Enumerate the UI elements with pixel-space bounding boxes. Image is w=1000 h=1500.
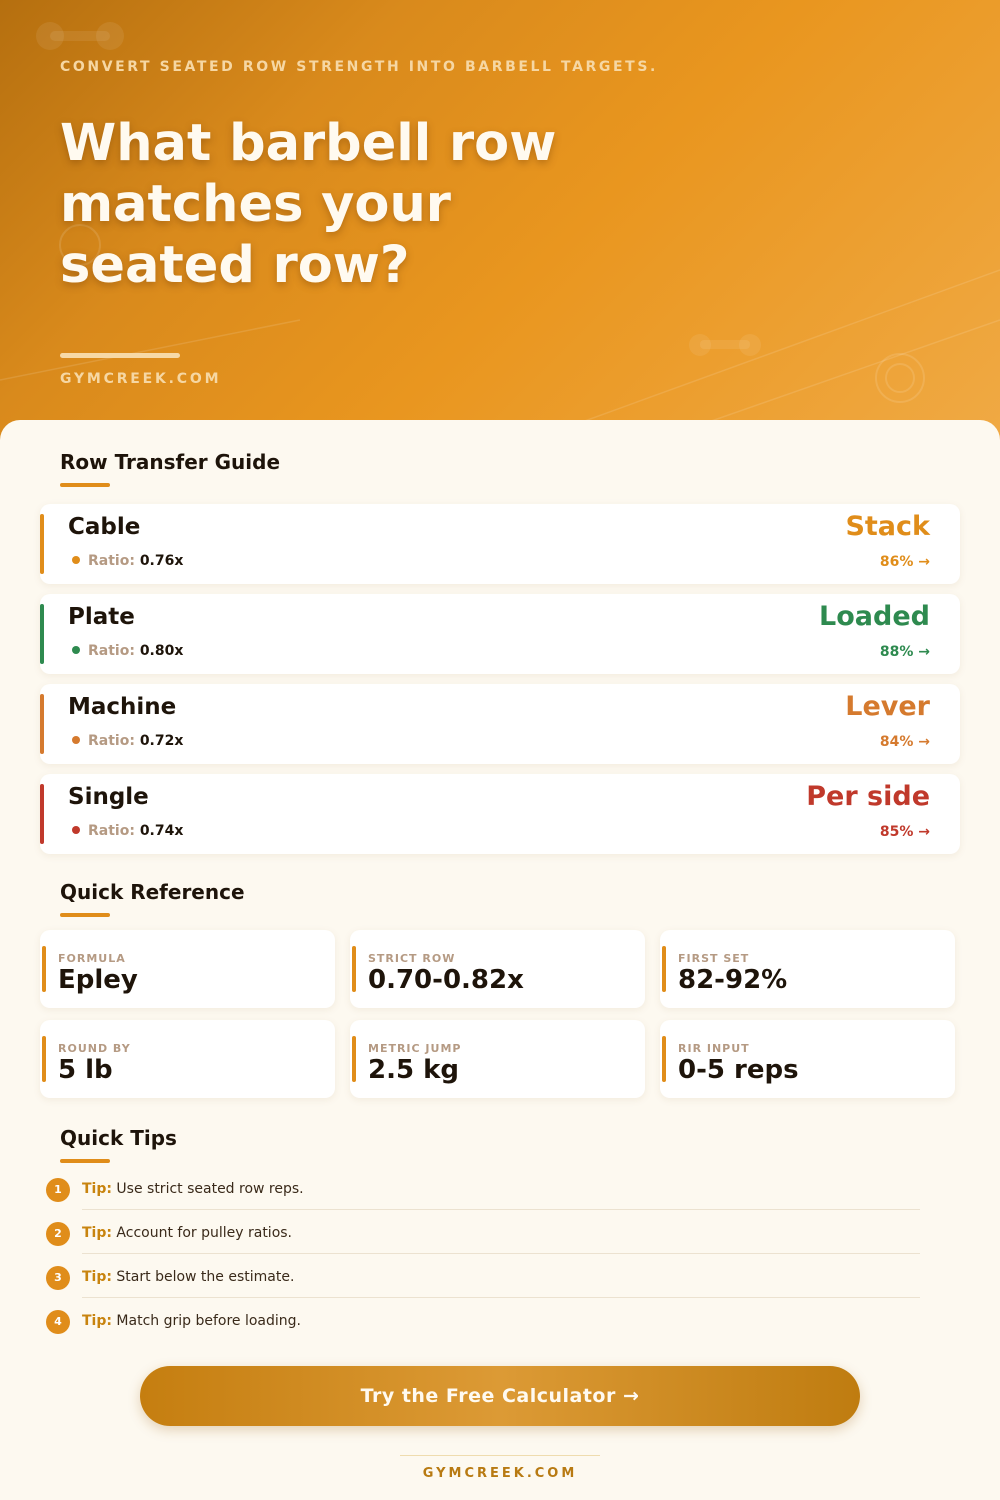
tip-divider	[82, 1297, 920, 1298]
reference-card-metric-jump	[350, 1020, 645, 1098]
card-accent-bar	[40, 694, 44, 754]
reference-label: FIRST SET	[678, 952, 750, 965]
tip-prefix: Tip:	[82, 1225, 112, 1241]
tip-body: Start below the estimate.	[116, 1269, 295, 1285]
row-type-name: Single	[68, 784, 149, 810]
tip-prefix: Tip:	[82, 1181, 112, 1197]
hero-banner	[0, 0, 1000, 460]
tip-prefix: Tip:	[82, 1269, 112, 1285]
reference-value: Epley	[58, 965, 138, 995]
section-underline	[60, 483, 110, 487]
tip-item	[46, 1178, 920, 1222]
tip-text	[82, 1181, 304, 1197]
reference-card-rir-input	[660, 1020, 955, 1098]
tips-section-title	[60, 1126, 177, 1150]
ratio-info	[72, 733, 183, 749]
tip-item	[46, 1222, 920, 1266]
tip-number-badge: 4	[46, 1310, 70, 1334]
reference-value: 0.70-0.82x	[368, 965, 524, 995]
guide-card-single	[40, 774, 960, 854]
row-category: Lever	[845, 691, 930, 722]
reference-card-formula	[40, 930, 335, 1008]
try-calculator-button[interactable]: Try the Free Calculator →	[140, 1366, 860, 1426]
row-category: Stack	[845, 511, 930, 542]
card-accent-bar	[352, 1036, 356, 1082]
ratio-label: Ratio:	[88, 823, 135, 839]
card-accent-bar	[40, 604, 44, 664]
tip-body: Use strict seated row reps.	[116, 1181, 304, 1197]
ratio-info	[72, 643, 183, 659]
tip-prefix: Tip:	[82, 1313, 112, 1329]
dot-icon	[72, 556, 80, 564]
ratio-label: Ratio:	[88, 553, 135, 569]
transfer-percent: 88% →	[879, 644, 930, 660]
row-type-name: Machine	[68, 694, 177, 720]
reference-label: METRIC JUMP	[368, 1042, 462, 1055]
tagline: CONVERT SEATED ROW STRENGTH INTO BARBELL TARGETS.	[60, 59, 658, 75]
guide-section-title	[60, 450, 280, 474]
dot-icon	[72, 646, 80, 654]
reference-label: ROUND BY	[58, 1042, 131, 1055]
ratio-label: Ratio:	[88, 733, 135, 749]
tip-number-badge: 1	[46, 1178, 70, 1202]
reference-value: 82-92%	[678, 965, 788, 995]
guide-card-machine	[40, 684, 960, 764]
tip-body: Match grip before loading.	[116, 1313, 301, 1329]
reference-label: RIR INPUT	[678, 1042, 750, 1055]
card-accent-bar	[662, 946, 666, 992]
tip-text	[82, 1269, 294, 1285]
section-underline	[60, 913, 110, 917]
row-type-name: Cable	[68, 514, 141, 540]
title-line-3: seated row?	[60, 236, 410, 295]
guide-section-title-text: Row Transfer Guide	[60, 450, 281, 474]
ratio-label: Ratio:	[88, 643, 135, 659]
reference-card-strict-row	[350, 930, 645, 1008]
reference-value: 5 lb	[58, 1055, 113, 1085]
tip-text	[82, 1313, 301, 1329]
transfer-percent: 86% →	[879, 554, 930, 570]
reference-label: FORMULA	[58, 952, 126, 965]
transfer-percent: 84% →	[879, 734, 930, 750]
tip-item	[46, 1266, 920, 1310]
footer-divider	[400, 1455, 600, 1456]
reference-section-title-text: Quick Reference	[60, 880, 245, 904]
reference-card-round-by	[40, 1020, 335, 1098]
reference-label: STRICT ROW	[368, 952, 456, 965]
guide-card-plate	[40, 594, 960, 674]
section-underline	[60, 1159, 110, 1163]
dot-icon	[72, 826, 80, 834]
card-accent-bar	[42, 1036, 46, 1082]
ratio-value: 0.72x	[139, 733, 184, 749]
ratio-value: 0.76x	[139, 553, 184, 569]
reference-value: 0-5 reps	[678, 1055, 799, 1085]
footer-site-name: GYMCREEK.COM	[422, 1466, 578, 1481]
tip-text	[82, 1225, 292, 1241]
ratio-value: 0.80x	[139, 643, 184, 659]
tip-body: Account for pulley ratios.	[116, 1225, 293, 1241]
title-line-1: What barbell row	[60, 114, 557, 173]
ratio-info	[72, 553, 183, 569]
ratio-info	[72, 823, 183, 839]
row-category: Loaded	[819, 601, 930, 632]
guide-card-cable	[40, 504, 960, 584]
ratio-value: 0.74x	[139, 823, 184, 839]
page-title	[60, 113, 660, 296]
card-accent-bar	[42, 946, 46, 992]
tip-number-badge: 2	[46, 1222, 70, 1246]
reference-value: 2.5 kg	[368, 1055, 460, 1085]
title-line-2: matches your	[60, 175, 451, 234]
card-accent-bar	[662, 1036, 666, 1082]
tip-item	[46, 1310, 920, 1354]
dot-icon	[72, 736, 80, 744]
hero-divider	[60, 353, 180, 358]
row-category: Per side	[806, 781, 930, 812]
transfer-percent: 85% →	[879, 824, 930, 840]
tip-divider	[82, 1209, 920, 1210]
row-type-name: Plate	[68, 604, 135, 630]
tip-number-badge: 3	[46, 1266, 70, 1290]
reference-section-title	[60, 880, 245, 904]
card-accent-bar	[40, 514, 44, 574]
card-accent-bar	[352, 946, 356, 992]
tips-section-title-text: Quick Tips	[60, 1126, 177, 1150]
hero-site-name: GYMCREEK.COM	[60, 371, 222, 387]
card-accent-bar	[40, 784, 44, 844]
reference-card-first-set	[660, 930, 955, 1008]
tip-divider	[82, 1253, 920, 1254]
